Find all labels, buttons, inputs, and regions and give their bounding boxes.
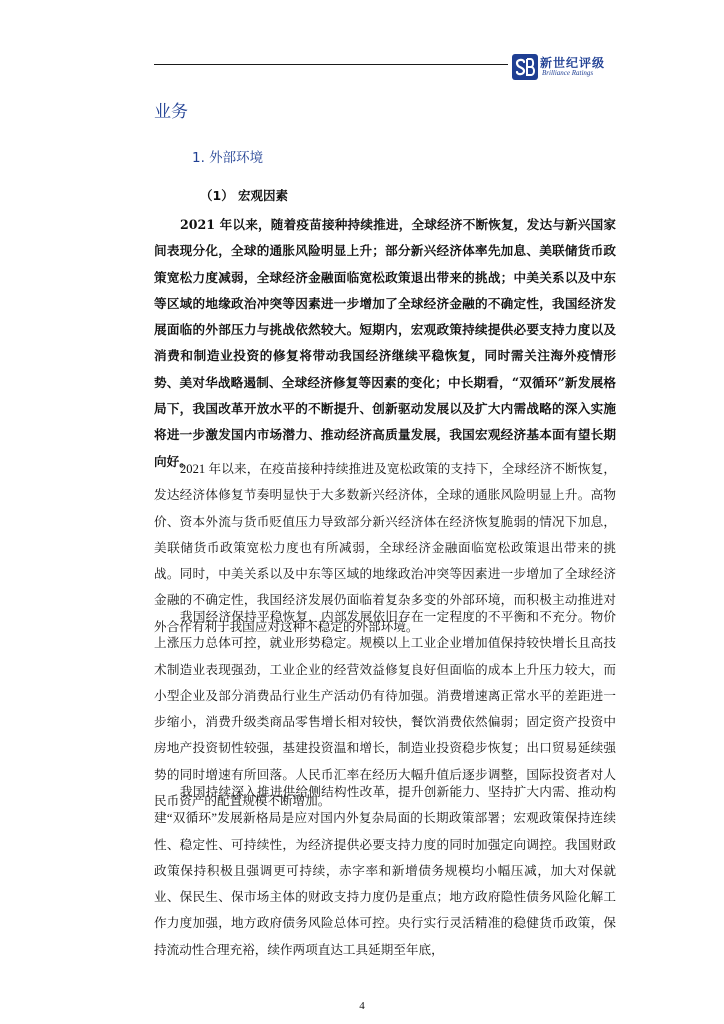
brand-logo-icon <box>512 54 538 80</box>
subsection-title: 1. 外部环境 <box>192 150 264 166</box>
brand-logo <box>512 54 632 80</box>
brand-logo-english-name: Brilliance Ratings <box>542 69 594 77</box>
header-rule <box>154 64 508 65</box>
summary-paragraph: 2021 年以来，随着疫苗接种持续推进，全球经济不断恢复，发达与新兴国家间表现分化，全球的通胀风险明显上升；部分新兴经济体率先加息、美联储货币政策宽松力度减弱，全球经济金融面临宽松政策退出带来的挑战；中美关系以及中东等区域的地缘政治冲突等因素进一步增加了全球经济金融的不确定性，我国经济发展面临的外部压力与挑战依然较大。短期内，宏观政策持续提供必要支持力度以及消费和制造业投资的修复将带动我国经济继续平稳恢复，同时需关注海外疫情形势、美对华战略遏制、全球经济修复等因素的变化；中长期看，“双循环”新发展格局下，我国改革开放水平的不断提升、创新驱动发展以及扩大内需战略的深入实施将进一步激发国内市场潜力、推动经济高质量发展，我国宏观经济基本面有望长期向好。 <box>154 217 616 469</box>
page-number: 4 <box>359 1000 365 1012</box>
body-paragraph-domestic-economy: 我国经济保持平稳恢复，内部发展依旧存在一定程度的不平衡和不充分。物价上涨压力总体可控，就业形势稳定。规模以上工业企业增加值保持较快增长且高技术制造业表现强劲，工业企业的经营效益修复良好但面临的成本上升压力较大，而小型企业及部分消费品行业生产活动仍有待加强。消费增速离正常水平的差距进一步缩小，消费升级类商品零售增长相对较快，餐饮消费依然偏弱；固定资产投资中房地产投资韧性较强，基建投资温和增长，制造业投资稳步恢复；出口贸易延续强势的同时增速有所回落。人民币汇率在经历大幅升值后逐步调整，国际投资者对人民币资产的配置规模不断增加。 <box>154 610 616 809</box>
section-title: 业务 <box>154 102 188 122</box>
body-paragraph-global-economy: 2021 年以来，在疫苗接种持续推进及宽松政策的支持下，全球经济不断恢复，发达经济体修复节奏明显快于大多数新兴经济体，全球的通胀风险明显上升。高物价、资本外流与货币贬值压力导致部分新兴经济体在经济恢复脆弱的情况下加息，美联储货币政策宽松力度也有所减弱，全球经济金融面临宽松政策退出带来的挑战。同时，中美关系以及中东等区域的地缘政治冲突等因素进一步增加了全球经济金融的不确定性，我国经济发展仍面临着复杂多变的外部环境，而积极主动推进对外合作有利于我国应对这种不稳定的外部环境。 <box>154 462 616 634</box>
subsubsection-title: （1） 宏观因素 <box>200 188 289 203</box>
brand-logo-chinese-name: 新世纪评级 <box>540 56 606 70</box>
body-paragraph-policy: 我国持续深入推进供给侧结构性改革，提升创新能力、坚持扩大内需、推动构建“双循环”发展新格局是应对国内外复杂局面的长期政策部署；宏观政策保持连续性、稳定性、可持续性，为经济提供必要支持力度的同时加强定向调控。我国财政政策保持积极且强调更可持续，赤字率和新增债务规模均小幅压减，加大对保就业、保民生、保市场主体的财政支持力度仍是重点；地方政府隐性债务风险化解工作力度加强，地方政府债务风险总体可控。央行实行灵活精准的稳健货币政策，保持流动性合理充裕，续作两项直达工具延期至年底， <box>154 785 616 957</box>
